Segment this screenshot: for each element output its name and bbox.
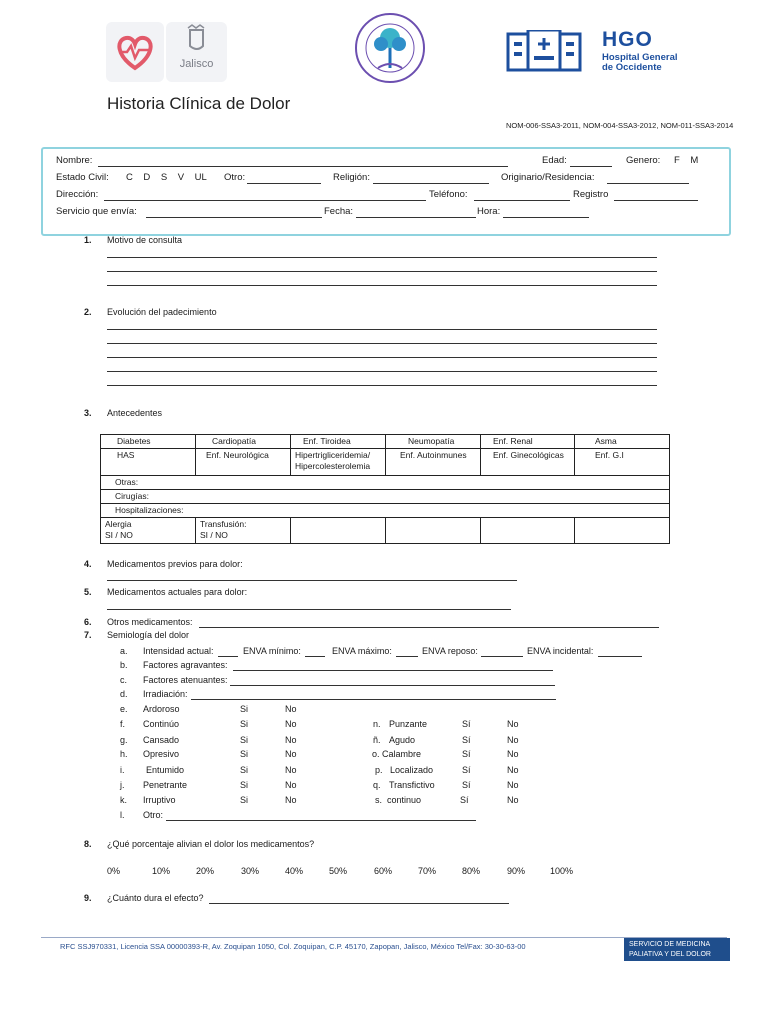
estado-civil-options[interactable]: C D S V UL [126,172,207,183]
item-label: Transfictivo [389,780,435,790]
item-letter: s. [375,795,383,805]
si-option[interactable]: Si [240,780,249,790]
no-option[interactable]: No [507,719,519,729]
footer-address: RFC SSJ970331, Licencia SSA 00000393-R, Av. Zoquipan 1050, Col. Zoquipan, C.P. 45170, Zapopan, Jalisco, México Tel/Fax: 30-30-63-00 [60,942,526,951]
table-row [101,476,670,490]
percentage-option[interactable]: 40% [285,866,304,876]
no-option[interactable]: No [285,780,297,790]
enva-reposo-label: ENVA reposo: [422,646,478,656]
crest-icon [166,22,227,62]
percentage-option[interactable]: 60% [374,866,393,876]
jalisco-text: Jalisco [179,58,214,70]
footer-service-line2: PALIATIVA Y DEL DOLOR [629,951,711,958]
duracion-efecto-field[interactable] [209,903,509,904]
si-option[interactable]: Si [240,795,249,805]
percentage-option[interactable]: 80% [462,866,481,876]
percentage-option[interactable]: 30% [241,866,260,876]
item-letter: o. [372,749,380,759]
percentage-option[interactable]: 70% [418,866,437,876]
religion-label: Religión: [333,172,370,183]
section-1-title: Motivo de consulta [107,235,183,245]
atenuantes-label: Factores atenuantes: [143,675,228,685]
item-label: Irruptivo [143,795,176,805]
item-letter: h. [120,749,128,759]
antecedentes-table [100,434,670,544]
genero-label: Genero: [626,155,661,166]
transfusion-cell[interactable] [196,518,291,544]
motivo-line[interactable] [107,271,657,272]
jalisco-logo [106,22,227,82]
direccion-field[interactable] [104,200,426,201]
enva-reposo-field[interactable] [481,656,523,657]
estado-civil-label: Estado Civil: [56,172,109,183]
footer-service-line1: SERVICIO DE MEDICINA [629,941,711,948]
section-6-number: 6. [84,617,92,627]
irradiacion-field[interactable] [191,699,556,700]
section-7-number: 7. [84,630,92,640]
item-label: Entumido [146,765,185,775]
intensidad-field[interactable] [218,656,238,657]
antecedente-cell[interactable]: Cardiopatía [196,435,291,449]
enva-incidental-label: ENVA incidental: [527,646,594,656]
item-letter: i. [120,765,125,775]
no-option[interactable]: No [507,780,519,790]
motivo-line[interactable] [107,285,657,286]
item-label: Calambre [382,749,422,759]
item-letter: f. [120,719,126,729]
med-actuales-field[interactable] [107,609,511,610]
item-letter: p. [375,765,383,775]
antecedente-cell[interactable]: Enf. Autoinmunes [386,449,481,476]
si-option[interactable]: Si [240,704,249,714]
item-letter: d. [120,689,128,699]
hospitalizaciones-cell[interactable]: Hospitalizaciones: [101,504,670,518]
si-option[interactable]: Sí [462,765,471,775]
percentage-option[interactable]: 10% [152,866,171,876]
agravantes-label: Factores agravantes: [143,660,228,670]
registro-label: Registro [573,189,609,200]
si-option[interactable]: Si [240,749,249,759]
si-option[interactable]: Sí [462,749,471,759]
agravantes-field[interactable] [233,670,553,671]
otro-field[interactable] [247,183,321,184]
item-label: Penetrante [143,780,188,790]
item-letter: b. [120,660,128,670]
heart-logo-icon [106,22,164,82]
evolucion-line[interactable] [107,385,657,386]
hospital-building-icon [506,30,582,72]
motivo-line[interactable] [107,257,657,258]
norms-reference: NOM-006-SSA3-2011, NOM-004-SSA3-2012, NOM-011-SSA3-2014 [506,121,734,130]
item-letter: c. [120,675,128,685]
telefono-field[interactable] [474,200,570,201]
antecedente-cell[interactable]: Asma [575,435,670,449]
no-option[interactable]: No [285,719,297,729]
percentage-option[interactable]: 20% [196,866,215,876]
fecha-field[interactable] [356,217,476,218]
item-letter: k. [120,795,128,805]
alergia-label: Alergia [105,519,132,529]
irradiacion-label: Irradiación: [143,689,188,699]
otro-semiologia-field[interactable] [166,820,476,821]
alergia-options[interactable]: SI / NO [105,530,133,540]
enva-incidental-field[interactable] [598,656,642,657]
edad-label: Edad: [542,155,567,166]
genero-options[interactable]: F M [674,155,699,166]
section-2-title: Evolución del padecimiento [107,307,217,317]
si-option[interactable]: Si [240,719,249,729]
section-3-number: 3. [84,408,92,418]
table-row [101,435,670,449]
no-option[interactable]: No [285,795,297,805]
page-title: Historia Clínica de Dolor [107,94,291,113]
si-option[interactable]: Sí [462,735,471,745]
no-option[interactable]: No [285,765,297,775]
percentage-option[interactable]: 90% [507,866,526,876]
si-option[interactable]: Sí [462,719,471,729]
si-option[interactable]: Sí [462,780,471,790]
table-row [101,504,670,518]
cirugias-cell[interactable]: Cirugías: [101,490,670,504]
section-8-number: 8. [84,839,92,849]
item-label: Ardoroso [143,704,180,714]
table-row [101,449,670,476]
section-7-title: Semiología del dolor [107,630,190,640]
otro-label: Otro: [224,172,246,183]
antecedente-cell[interactable]: Enf. G.I [575,449,670,476]
si-option[interactable]: Si [240,735,249,745]
enva-min-field[interactable] [305,656,325,657]
no-option[interactable]: No [507,795,519,805]
enva-max-label: ENVA máximo: [332,646,392,656]
atenuantes-field[interactable] [230,685,555,686]
antecedente-cell[interactable]: Diabetes [101,435,196,449]
section-8-title: ¿Qué porcentaje alivian el dolor los medicamentos? [107,839,315,849]
direccion-label: Dirección: [56,189,99,200]
percentage-option[interactable]: 0% [107,866,121,876]
no-option[interactable]: No [507,749,519,759]
religion-field[interactable] [373,183,489,184]
antecedente-cell[interactable]: Neumopatía [386,435,481,449]
item-letter: ñ. [373,735,381,745]
jalisco-crest [166,22,227,82]
otros-med-field[interactable] [199,627,659,628]
si-option[interactable]: Si [240,765,249,775]
section-5-title: Medicamentos actuales para dolor: [107,587,248,597]
antecedente-cell[interactable]: HAS [101,449,196,476]
antecedente-cell[interactable]: Enf. Tiroidea [291,435,386,449]
empty-cell[interactable] [386,518,481,544]
enva-max-field[interactable] [396,656,418,657]
section-3-title: Antecedentes [107,408,163,418]
fecha-label: Fecha: [324,206,354,217]
no-option[interactable]: No [507,735,519,745]
percentage-option[interactable]: 50% [329,866,348,876]
palliative-seal [354,10,426,86]
transfusion-label: Transfusión: [200,519,247,529]
servicio-label: Servicio que envía: [56,206,137,217]
antecedente-cell[interactable]: Enf. Neurológica [196,449,291,476]
section-6-title: Otros medicamentos: [107,617,193,627]
item-label: Cansado [143,735,180,745]
otras-cell[interactable]: Otras: [101,476,670,490]
antecedente-cell[interactable]: Hipertrigliceridemia/ Hipercolesterolemia [291,449,386,476]
item-label: continuo [387,795,422,805]
hora-field[interactable] [503,217,589,218]
evolucion-line[interactable] [107,329,657,330]
antecedente-cell[interactable]: Enf. Renal [481,435,575,449]
item-label: Punzante [389,719,428,729]
item-letter: e. [120,704,128,714]
item-label: Continúo [143,719,180,729]
antecedente-cell[interactable]: Enf. Ginecológicas [481,449,575,476]
servicio-field[interactable] [146,217,322,218]
edad-field[interactable] [570,166,612,167]
si-option[interactable]: Sí [460,795,469,805]
intensidad-label: Intensidad actual: [143,646,214,656]
med-previos-field[interactable] [107,580,517,581]
item-label: Agudo [389,735,416,745]
originario-field[interactable] [607,183,689,184]
item-label: Opresivo [143,749,180,759]
nombre-field[interactable] [98,166,508,167]
empty-cell[interactable] [481,518,575,544]
nombre-label: Nombre: [56,155,93,166]
section-2-number: 2. [84,307,92,317]
item-letter: g. [120,735,128,745]
evolucion-line[interactable] [107,371,657,372]
hgo-name-line2: de Occidente [602,62,662,73]
item-letter: j. [120,780,125,790]
item-letter: q. [373,780,381,790]
no-option[interactable]: No [285,704,297,714]
alergia-cell[interactable] [101,518,196,544]
section-5-number: 5. [84,587,92,597]
telefono-label: Teléfono: [429,189,468,200]
transfusion-options[interactable]: SI / NO [200,530,228,540]
empty-cell[interactable] [291,518,386,544]
section-4-number: 4. [84,559,92,569]
table-row [101,490,670,504]
percentage-option[interactable]: 100% [550,866,574,876]
item-letter: l. [120,810,125,820]
hora-label: Hora: [477,206,501,217]
registro-field[interactable] [614,200,698,201]
footer-service-badge [624,938,730,961]
evolucion-line[interactable] [107,343,657,344]
no-option[interactable]: No [507,765,519,775]
otro-semiologia-label: Otro: [143,810,164,820]
no-option[interactable]: No [285,735,297,745]
hgo-name-line1: Hospital General [602,52,678,63]
hgo-acronym: HGO [602,28,653,51]
evolucion-line[interactable] [107,357,657,358]
empty-cell[interactable] [575,518,670,544]
enva-min-label: ENVA mínimo: [243,646,301,656]
section-9-number: 9. [84,893,92,903]
hgo-logo [506,30,706,74]
table-row [101,518,670,544]
section-1-number: 1. [84,235,92,245]
section-9-title: ¿Cuánto dura el efecto? [107,893,204,903]
item-label: Localizado [390,765,434,775]
no-option[interactable]: No [285,749,297,759]
originario-label: Originario/Residencia: [501,172,595,183]
item-letter: n. [373,719,381,729]
item-letter: a. [120,646,128,656]
section-4-title: Medicamentos previos para dolor: [107,559,243,569]
